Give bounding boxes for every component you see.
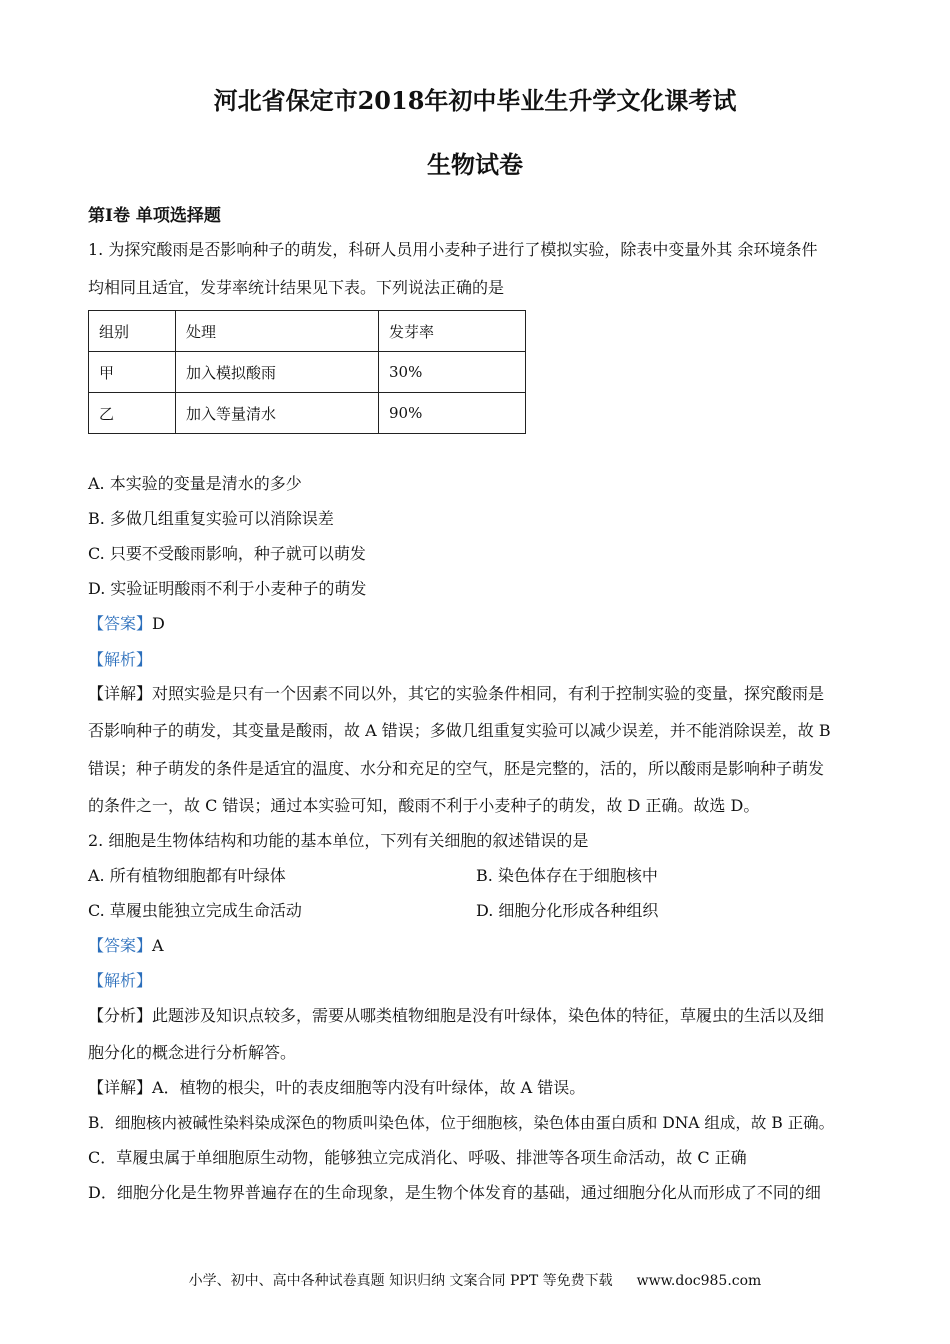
q2-option-a: A. 所有植物细胞都有叶绿体 [88,866,286,885]
q1-table [88,310,526,434]
detail-tag: 【详解】 [88,1078,153,1097]
q2-fenxi-line2: 胞分化的概念进行分析解答。 [88,1043,297,1062]
section-heading: 第Ⅰ卷 单项选择题 [88,206,221,226]
table-header-cell: 发芽率 [379,311,526,352]
table-cell: 加入等量清水 [176,393,379,434]
q2-answer [88,936,164,956]
q1-option-a: A. 本实验的变量是清水的多少 [88,474,302,493]
table-cell: 30% [379,352,526,393]
table-header-row [89,311,526,352]
detail-text: A．植物的根尖，叶的表皮细胞等内没有叶绿体，故 A 错误。 [152,1078,586,1097]
q1-detail-line2: 否影响种子的萌发，其变量是酸雨，故 A 错误；多做几组重复实验可以减少误差，并不能消除误差，故 B [88,721,831,740]
q1-detail-line3: 错误；种子萌发的条件是适宜的温度、水分和充足的空气，胚是完整的，活的，所以酸雨是影响种子萌发 [88,759,825,778]
table-header-cell: 处理 [176,311,379,352]
q1-analysis-tag: 【解析】 [88,650,153,669]
fenxi-tag: 【分析】 [88,1006,153,1025]
table-cell: 甲 [89,352,176,393]
exam-subtitle: 生物试卷 [427,150,523,179]
q1-option-d: D. 实验证明酸雨不利于小麦种子的萌发 [88,579,367,598]
q1-detail-line4: 的条件之一，故 C 错误；通过本实验可知，酸雨不利于小麦种子的萌发，故 D 正确。故选 D。 [88,796,760,815]
fenxi-text: 此题涉及知识点较多，需要从哪类植物细胞是没有叶绿体，染色体的特征，草履虫的生活以及细 [152,1006,825,1025]
q2-analysis-tag: 【解析】 [88,971,153,990]
answer-value: D [152,614,165,633]
q1-stem-line1: 1. 为探究酸雨是否影响种子的萌发，科研人员用小麦种子进行了模拟实验，除表中变量外其 余环境条件 [88,240,818,259]
q2-option-b: B. 染色体存在于细胞核中 [476,866,658,885]
footer-site-link[interactable]: www.doc985.com [636,1273,762,1289]
page-footer [0,1270,950,1290]
q2-detail-line1 [88,1078,585,1098]
q2-fenxi-line1 [88,1006,824,1026]
q1-option-c: C. 只要不受酸雨影响，种子就可以萌发 [88,544,366,563]
detail-text: 对照实验是只有一个因素不同以外，其它的实验条件相同，有利于控制实验的变量，探究酸雨是 [152,684,825,703]
q2-detail-b: B．细胞核内被碱性染料染成深色的物质叫染色体，位于细胞核，染色体由蛋白质和 DNA 组成，故 B 正确。 [88,1114,835,1132]
table-row [89,352,526,393]
q2-stem: 2. 细胞是生物体结构和功能的基本单位，下列有关细胞的叙述错误的是 [88,831,589,850]
q2-option-d: D. 细胞分化形成各种组织 [476,901,659,920]
answer-tag: 【答案】 [88,614,153,633]
table-row [89,393,526,434]
q2-detail-c: C．草履虫属于单细胞原生动物，能够独立完成消化、呼吸、排泄等各项生命活动，故 C 正确 [88,1148,747,1167]
answer-value: A [152,936,164,955]
table-cell: 90% [379,393,526,434]
q1-answer [88,614,165,634]
q1-stem-line2: 均相同且适宜，发芽率统计结果见下表。下列说法正确的是 [88,278,505,297]
table-header-cell: 组别 [89,311,176,352]
exam-title: 河北省保定市2018年初中毕业生升学文化课考试 [213,86,737,115]
q2-detail-d: D．细胞分化是生物界普遍存在的生命现象，是生物个体发育的基础，通过细胞分化从而形成了不同的细 [88,1183,821,1202]
table-cell: 加入模拟酸雨 [176,352,379,393]
table-cell: 乙 [89,393,176,434]
footer-text: 小学、初中、高中各种试卷真题 知识归纳 文案合同 PPT 等免费下载 [188,1273,613,1289]
answer-tag: 【答案】 [88,936,153,955]
q1-detail-line1 [88,684,824,704]
q2-option-c: C. 草履虫能独立完成生命活动 [88,901,302,920]
q1-option-b: B. 多做几组重复实验可以消除误差 [88,509,334,528]
detail-tag: 【详解】 [88,684,153,703]
